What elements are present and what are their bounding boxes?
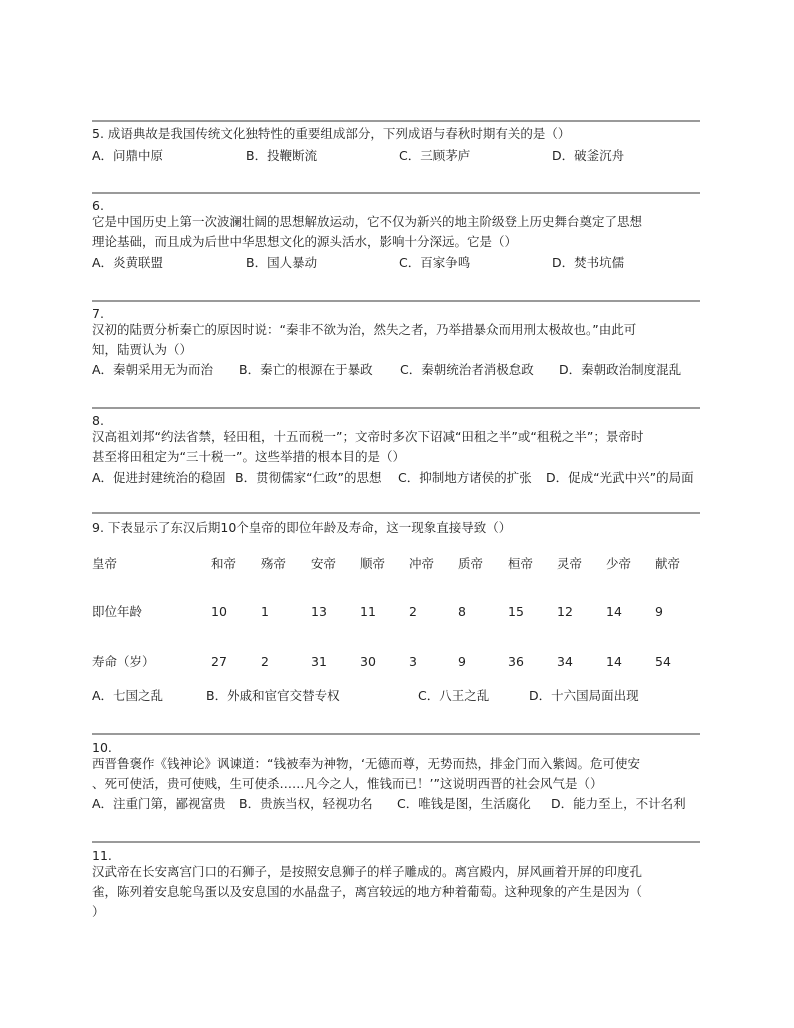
option-b[interactable]: B．外戚和宦官交替专权 — [206, 688, 340, 703]
option-c[interactable]: C．百家争鸣 — [399, 255, 471, 270]
question-6-stem: 它是中国历史上第一次波澜壮阔的思想解放运动，它不仅为新兴的地主阶级登上历史舞台奠定了思想 — [92, 214, 643, 229]
table-cell: 9 — [458, 654, 466, 669]
option-b[interactable]: B．国人暴动 — [246, 255, 318, 270]
table-row-label: 即位年龄 — [92, 604, 143, 619]
option-d[interactable]: D．破釜沉舟 — [552, 148, 625, 163]
question-11-stem: 雀，陈列着安息鸵鸟蛋以及安息国的水晶盘子，离宫较远的地方种着葡萄。这种现象的产生是因为（ — [92, 884, 643, 899]
option-c[interactable]: C．秦朝统治者消极怠政 — [400, 362, 534, 377]
table-header-label: 皇帝 — [92, 556, 118, 571]
question-divider — [92, 841, 700, 843]
option-a[interactable]: A．促进封建统治的稳固 — [92, 470, 226, 485]
table-header-cell: 质帝 — [458, 556, 484, 571]
question-divider — [92, 120, 700, 122]
option-a[interactable]: A．七国之乱 — [92, 688, 164, 703]
table-cell: 14 — [606, 654, 622, 669]
option-a[interactable]: A．秦朝采用无为而治 — [92, 362, 214, 377]
question-6-number: 6. — [92, 198, 104, 213]
table-row-label: 寿命（岁） — [92, 654, 155, 669]
option-d[interactable]: D．秦朝政治制度混乱 — [559, 362, 682, 377]
question-5-stem: 5. 成语典故是我国传统文化独特性的重要组成部分，下列成语与春秋时期有关的是（） — [92, 126, 571, 141]
option-d[interactable]: D．十六国局面出现 — [529, 688, 639, 703]
table-cell: 54 — [655, 654, 671, 669]
option-c[interactable]: C．抑制地方诸侯的扩张 — [398, 470, 532, 485]
question-7-stem: 知，陆贾认为（） — [92, 342, 193, 357]
question-divider — [92, 512, 700, 514]
question-10-stem: 、死可使活，贵可使贱，生可使杀……凡今之人，惟钱而已！’”这说明西晋的社会风气是（） — [92, 776, 603, 791]
option-a[interactable]: A．注重门第，鄙视富贵 — [92, 796, 226, 811]
table-cell: 13 — [311, 604, 327, 619]
question-9-options — [92, 688, 707, 704]
table-header-cell: 安帝 — [311, 556, 337, 571]
question-7-options — [92, 362, 707, 378]
question-divider — [92, 407, 700, 409]
option-b[interactable]: B．秦亡的根源在于暴政 — [239, 362, 373, 377]
option-d[interactable]: D．促成“光武中兴”的局面 — [546, 470, 694, 485]
table-cell: 2 — [409, 604, 417, 619]
question-11-number: 11. — [92, 848, 112, 863]
table-header-cell: 桓帝 — [508, 556, 534, 571]
question-divider — [92, 300, 700, 302]
option-a[interactable]: A．问鼎中原 — [92, 148, 164, 163]
table-header-cell: 冲帝 — [409, 556, 435, 571]
table-header-cell: 殇帝 — [261, 556, 287, 571]
table-cell: 10 — [211, 604, 227, 619]
question-10-options — [92, 796, 707, 812]
option-b[interactable]: B．投鞭断流 — [246, 148, 318, 163]
question-9-stem: 9. 下表显示了东汉后期10个皇帝的即位年龄及寿命，这一现象直接导致（） — [92, 520, 512, 535]
table-cell: 15 — [508, 604, 524, 619]
table-cell: 36 — [508, 654, 524, 669]
question-10-number: 10. — [92, 740, 112, 755]
question-8-number: 8. — [92, 413, 104, 428]
question-10-stem: 西晋鲁褒作《钱神论》讽谏道：“钱被奉为神物，‘无德而尊，无势而热，排金门而入紫闼。危可使安 — [92, 756, 640, 771]
table-header-cell: 和帝 — [211, 556, 237, 571]
option-c[interactable]: C．唯钱是图，生活腐化 — [397, 796, 531, 811]
table-header-cell: 灵帝 — [557, 556, 583, 571]
table-cell: 27 — [211, 654, 227, 669]
question-divider — [92, 192, 700, 194]
option-c[interactable]: C．八王之乱 — [418, 688, 490, 703]
table-cell: 14 — [606, 604, 622, 619]
question-6-options — [92, 255, 707, 271]
option-d[interactable]: D．能力至上，不计名利 — [551, 796, 686, 811]
table-cell: 2 — [261, 654, 269, 669]
question-11-stem: 汉武帝在长安离宫门口的石狮子，是按照安息狮子的样子雕成的。离宫殿内，屏风画着开屏的印度孔 — [92, 864, 643, 879]
question-7-number: 7. — [92, 306, 104, 321]
table-header-cell: 少帝 — [606, 556, 632, 571]
table-cell: 9 — [655, 604, 663, 619]
table-cell: 12 — [557, 604, 573, 619]
table-header-cell: 顺帝 — [360, 556, 386, 571]
option-a[interactable]: A．炎黄联盟 — [92, 255, 164, 270]
question-5-options — [92, 148, 707, 164]
option-d[interactable]: D．焚书坑儒 — [552, 255, 625, 270]
table-cell: 11 — [360, 604, 376, 619]
table-cell: 31 — [311, 654, 327, 669]
question-8-stem: 汉高祖刘邦“约法省禁，轻田租，十五而税一”；文帝时多次下诏减“田租之半”或“租税之半”；景帝时 — [92, 429, 644, 444]
question-divider — [92, 733, 700, 735]
option-c[interactable]: C．三顾茅庐 — [399, 148, 471, 163]
question-6-stem: 理论基础，而且成为后世中华思想文化的源头活水，影响十分深远。它是（） — [92, 234, 518, 249]
table-cell: 3 — [409, 654, 417, 669]
question-8-options — [92, 470, 707, 486]
table-header-cell: 献帝 — [655, 556, 681, 571]
question-8-stem: 甚至将田租定为“三十税一”。这些举措的根本目的是（） — [92, 449, 405, 464]
table-cell: 1 — [261, 604, 269, 619]
option-b[interactable]: B．贵族当权，轻视功名 — [239, 796, 373, 811]
table-cell: 30 — [360, 654, 376, 669]
question-7-stem: 汉初的陆贾分析秦亡的原因时说：“秦非不欲为治，然失之者，乃举措暴众而用刑太极故也。”由此可 — [92, 322, 637, 337]
question-11-stem: ） — [92, 904, 105, 919]
option-b[interactable]: B．贯彻儒家“仁政”的思想 — [235, 470, 382, 485]
table-cell: 34 — [557, 654, 573, 669]
table-cell: 8 — [458, 604, 466, 619]
